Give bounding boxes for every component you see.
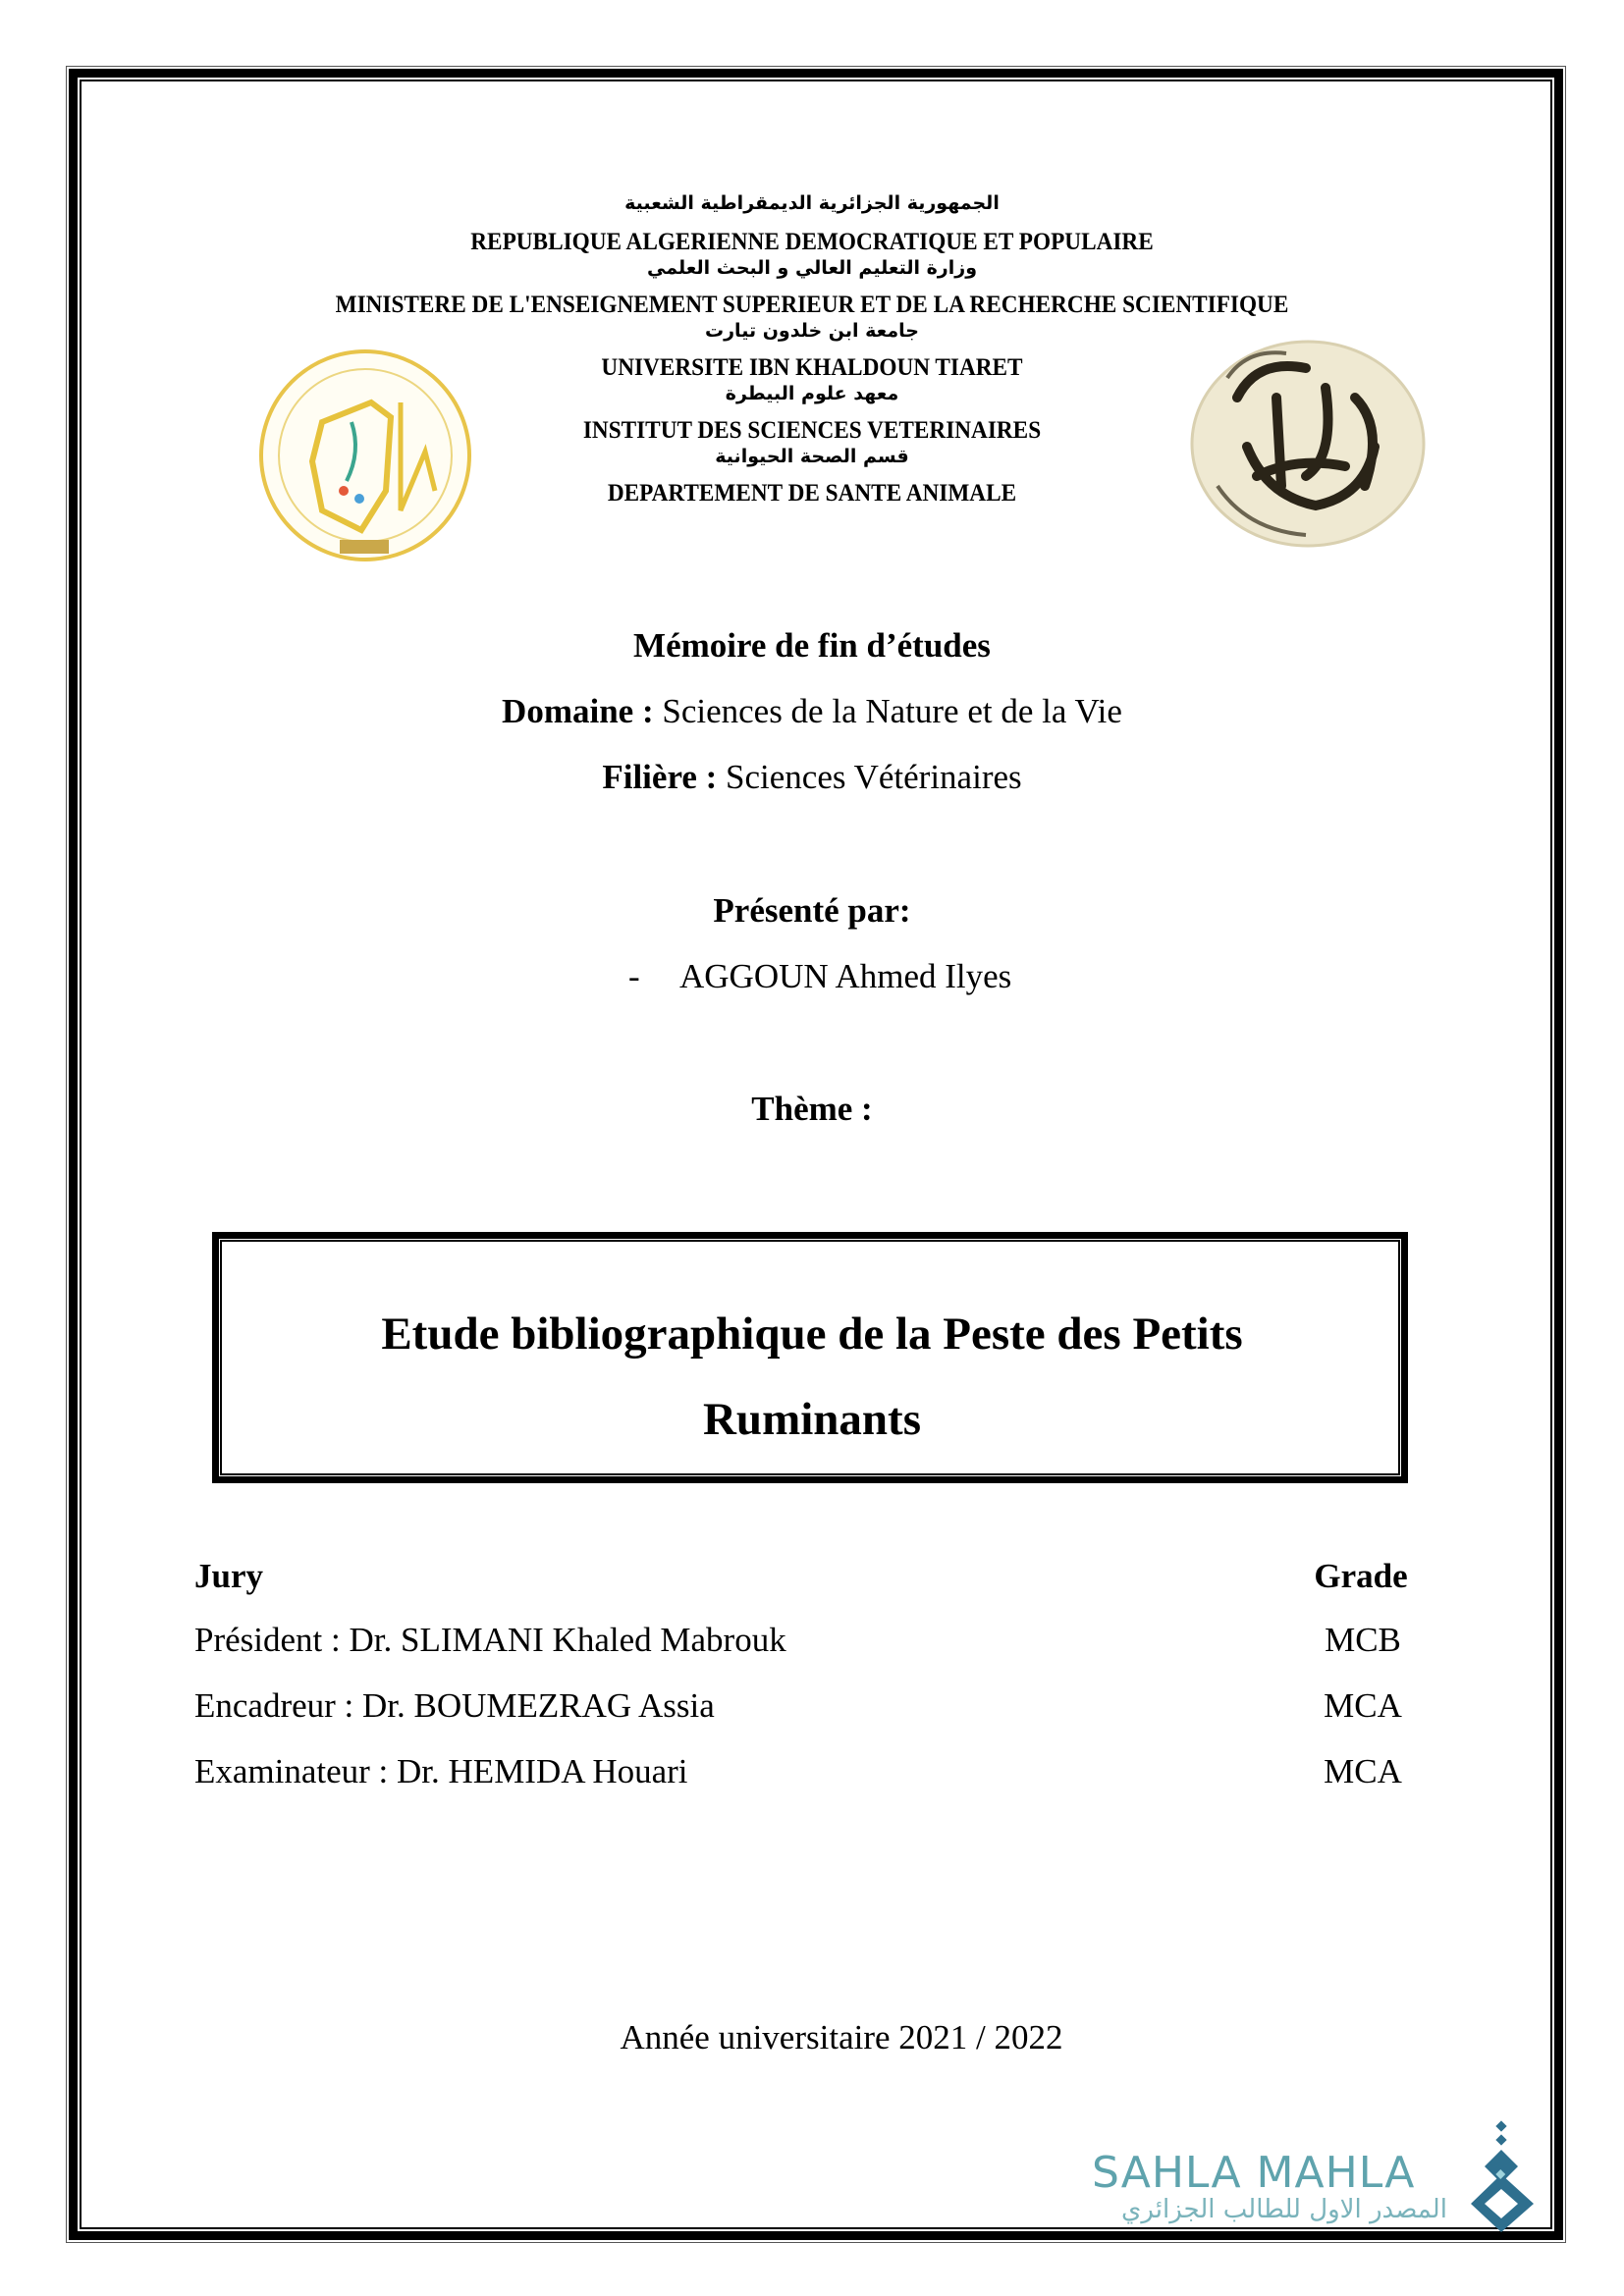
header-ar-university: جامعة ابن خلدون تيارت — [705, 320, 919, 342]
jury-member-supervisor: Encadreur : Dr. BOUMEZRAG Assia — [194, 1686, 715, 1725]
memoire-heading: Mémoire de fin d’études — [633, 626, 991, 665]
jury-grade-examiner: MCA — [1324, 1752, 1402, 1790]
institute-logo — [253, 344, 477, 567]
academic-year: Année universitaire 2021 / 2022 — [620, 2018, 1063, 2056]
author-dash: - — [628, 957, 640, 995]
university-logo — [1188, 339, 1428, 549]
domain-value: Sciences de la Nature et de la Vie — [653, 692, 1122, 730]
sahla-mahla-logo-icon — [1469, 2120, 1538, 2234]
jury-member-examiner: Examinateur : Dr. HEMIDA Houari — [194, 1752, 688, 1790]
filiere-label: Filière : — [602, 758, 718, 796]
theme-title-line1: Etude bibliographique de la Peste des Petits — [381, 1308, 1243, 1360]
grade-heading: Grade — [1314, 1557, 1408, 1595]
jury-heading: Jury — [194, 1557, 263, 1595]
header-ar-republic: الجمهورية الجزائرية الديمقراطية الشعبية — [624, 192, 1000, 214]
domain-line — [0, 694, 1624, 728]
header-department: DEPARTEMENT DE SANTE ANIMALE — [607, 480, 1017, 507]
presented-label: Présenté par: — [713, 891, 911, 930]
jury-grade-supervisor: MCA — [1324, 1686, 1402, 1725]
theme-label: Thème : — [751, 1090, 873, 1128]
theme-title-line2: Ruminants — [702, 1394, 921, 1445]
author-name: AGGOUN Ahmed Ilyes — [679, 957, 1012, 995]
header-republic: REPUBLIQUE ALGERIENNE DEMOCRATIQUE ET POPULAIRE — [470, 229, 1154, 255]
header-ministry: MINISTERE DE L'ENSEIGNEMENT SUPERIEUR ET DE LA RECHERCHE SCIENTIFIQUE — [335, 292, 1289, 318]
header-institute: INSTITUT DES SCIENCES VETERINAIRES — [582, 417, 1042, 444]
header-ar-department: قسم الصحة الحيوانية — [715, 446, 909, 467]
watermark-tagline: المصدر الاول للطالب الجزائري — [1121, 2195, 1447, 2224]
filiere-value: Sciences Vétérinaires — [717, 758, 1022, 796]
header-ar-ministry: وزارة التعليم العالي و البحث العلمي — [647, 257, 977, 279]
header-university: UNIVERSITE IBN KHALDOUN TIARET — [601, 354, 1023, 381]
filiere-line — [0, 760, 1624, 794]
jury-grade-president: MCB — [1325, 1621, 1401, 1659]
domain-label: Domaine : — [502, 692, 654, 730]
watermark-brand: SAHLA MAHLA — [1092, 2148, 1416, 2198]
header-ar-institute: معهد علوم البيطرة — [725, 383, 899, 404]
jury-member-president: Président : Dr. SLIMANI Khaled Mabrouk — [194, 1621, 786, 1659]
